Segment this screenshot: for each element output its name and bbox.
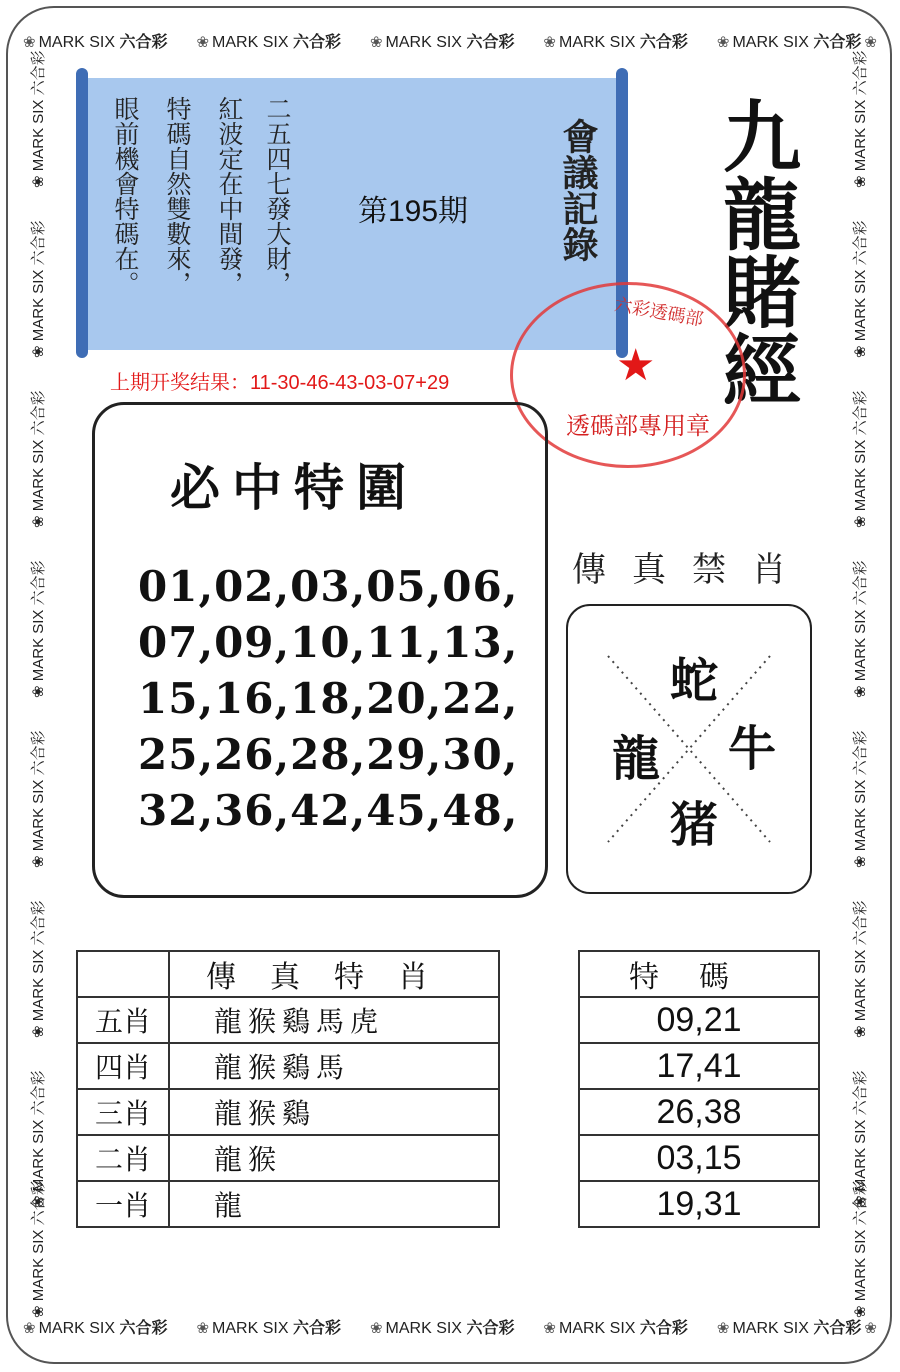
flower-icon: ❀: [369, 1319, 383, 1337]
right-watermark-strip: [846, 40, 872, 1320]
svg-text:❀ MARK SIX 六合彩: ❀ MARK SIX 六合彩: [852, 1180, 869, 1318]
number-row: 25,26,28,29,30,: [138, 730, 519, 779]
code-value: 26,38: [579, 1089, 819, 1135]
watermark-item: [846, 890, 872, 1044]
zodiac-bottom: 猪: [670, 797, 719, 853]
flower-icon: ❀: [23, 33, 36, 51]
watermark-item: ❀ MARK SIX 六合彩: [23, 1317, 168, 1337]
number-row: 01,02,03,05,06,: [138, 562, 519, 611]
brand-title: 九龍賭經: [710, 96, 801, 408]
table-header-row: [77, 951, 499, 997]
zodiac-table: [76, 950, 500, 1228]
poem-line-1: 二五四七發大財，: [263, 96, 292, 296]
number-row: 15,16,18,20,22,: [138, 674, 519, 723]
watermark-item: [24, 40, 50, 194]
row-value: 龍猴鷄: [169, 1089, 499, 1135]
watermark-item: [846, 1170, 872, 1324]
row-label: 四肖: [77, 1043, 169, 1089]
code-value: 19,31: [579, 1181, 819, 1227]
row-value: 龍猴: [169, 1135, 499, 1181]
watermark-item: ❀ MARK SIX 六合彩: [196, 1317, 341, 1337]
svg-text:❀ MARK SIX 六合彩: ❀ MARK SIX 六合彩: [852, 220, 869, 358]
scroll-rod-left: [76, 68, 88, 358]
watermark-item: ❀ MARK SIX 六合彩: [543, 31, 688, 51]
flower-icon: ❀: [369, 33, 383, 51]
watermark-item: [24, 890, 50, 1044]
special-circle-title: 必中特圍: [170, 458, 418, 517]
left-watermark-strip: [24, 40, 50, 1320]
code-value: 17,41: [579, 1043, 819, 1089]
watermark-item: ❀ MARK SIX 六合彩 ❀: [716, 1317, 877, 1337]
table-row: [77, 997, 499, 1043]
number-row: 32,36,42,45,48,: [138, 786, 519, 835]
svg-text:❀ MARK SIX 六合彩: ❀ MARK SIX 六合彩: [30, 1070, 47, 1208]
forbidden-zodiac-title: 傳真禁肖: [572, 550, 812, 590]
watermark-item: ❀ MARK SIX 六合彩: [369, 31, 515, 51]
poem-line-4: 眼前機會特碼在。: [111, 96, 140, 296]
seal-label: 透碼部專用章: [566, 412, 710, 440]
watermark-item: [24, 380, 50, 534]
svg-text:❀ MARK SIX 六合彩: ❀ MARK SIX 六合彩: [852, 50, 869, 188]
flower-icon: ❀: [196, 33, 210, 51]
row-value: 龍猴鷄馬: [169, 1043, 499, 1089]
meeting-record-label: 會議記錄: [557, 118, 598, 262]
zodiac-left: 龍: [612, 731, 661, 787]
table-row: [77, 1181, 499, 1227]
row-value: 龍: [169, 1181, 499, 1227]
svg-text:❀ MARK SIX 六合彩: ❀ MARK SIX 六合彩: [852, 390, 869, 528]
zodiac-top: 蛇: [670, 653, 719, 709]
row-label: 二肖: [77, 1135, 169, 1181]
code-value: 09,21: [579, 997, 819, 1043]
row-label: 一肖: [77, 1181, 169, 1227]
top-watermark-strip: [20, 26, 880, 54]
table-row: [579, 1043, 819, 1089]
svg-text:❀ MARK SIX 六合彩: ❀ MARK SIX 六合彩: [852, 900, 869, 1038]
table-row: [77, 1089, 499, 1135]
last-draw-result: 上期开奖结果：11-30-46-43-03-07+29: [110, 372, 450, 394]
poem-line-3: 特碼自然雙數來，: [163, 96, 192, 296]
flower-icon: ❀: [196, 1319, 210, 1337]
zodiac-right: 牛: [728, 721, 777, 777]
svg-text:❀ MARK SIX 六合彩: ❀ MARK SIX 六合彩: [30, 50, 47, 188]
svg-text:❀ MARK SIX 六合彩: ❀ MARK SIX 六合彩: [30, 560, 47, 698]
svg-text:❀ MARK SIX 六合彩: ❀ MARK SIX 六合彩: [30, 390, 47, 528]
svg-text:❀ MARK SIX 六合彩: ❀ MARK SIX 六合彩: [30, 730, 47, 868]
watermark-item: ❀ MARK SIX 六合彩: [369, 1317, 515, 1337]
flower-icon: ❀: [864, 33, 877, 51]
watermark-item: [24, 550, 50, 704]
table-row: [579, 1181, 819, 1227]
bottom-watermark-strip: [20, 1312, 880, 1340]
poem-line-2: 紅波定在中間發，: [215, 96, 244, 296]
watermark-item: ❀ MARK SIX 六合彩: [196, 31, 341, 51]
flower-icon: ❀: [543, 33, 556, 51]
watermark-item: [846, 210, 872, 364]
row-value: 龍猴鷄馬虎: [169, 997, 499, 1043]
svg-text:❀ MARK SIX 六合彩: ❀ MARK SIX 六合彩: [30, 220, 47, 358]
watermark-item: [846, 380, 872, 534]
table-row: [579, 997, 819, 1043]
flower-icon: ❀: [716, 1319, 730, 1337]
svg-text:❀ MARK SIX 六合彩: ❀ MARK SIX 六合彩: [852, 560, 869, 698]
table-header-row: [579, 951, 819, 997]
watermark-item: [846, 550, 872, 704]
flower-icon: ❀: [543, 1319, 556, 1337]
svg-text:❀ MARK SIX 六合彩: ❀ MARK SIX 六合彩: [30, 900, 47, 1038]
flower-icon: ❀: [716, 33, 730, 51]
code-value: 03,15: [579, 1135, 819, 1181]
zodiac-table-header: 傳真特肖: [169, 951, 499, 997]
row-label: 五肖: [77, 997, 169, 1043]
watermark-item: ❀ MARK SIX 六合彩: [543, 1317, 688, 1337]
watermark-item: [24, 720, 50, 874]
table-row: [579, 1135, 819, 1181]
number-row: 07,09,10,11,13,: [138, 618, 519, 667]
issue-number: 第195期: [358, 195, 469, 228]
svg-text:❀ MARK SIX 六合彩: ❀ MARK SIX 六合彩: [852, 730, 869, 868]
seal-arc-text: 六彩透碼部: [612, 294, 705, 331]
watermark-item: [846, 40, 872, 194]
table-row: [77, 1043, 499, 1089]
table-row: [77, 1135, 499, 1181]
watermark-item: [24, 210, 50, 364]
flower-icon: ❀: [23, 1319, 36, 1337]
watermark-item: [846, 720, 872, 874]
watermark-item: [24, 1170, 50, 1324]
flower-icon: ❀: [864, 1319, 877, 1337]
star-icon: ★: [616, 340, 656, 391]
special-code-header: 特碼: [579, 951, 819, 997]
watermark-item: ❀ MARK SIX 六合彩: [23, 31, 168, 51]
svg-text:❀ MARK SIX 六合彩: ❀ MARK SIX 六合彩: [30, 1180, 47, 1318]
special-code-table: [578, 950, 820, 1228]
table-row: [579, 1089, 819, 1135]
watermark-item: ❀ MARK SIX 六合彩 ❀: [716, 31, 877, 51]
row-label: 三肖: [77, 1089, 169, 1135]
svg-text:❀ MARK SIX 六合彩: ❀ MARK SIX 六合彩: [852, 1070, 869, 1208]
